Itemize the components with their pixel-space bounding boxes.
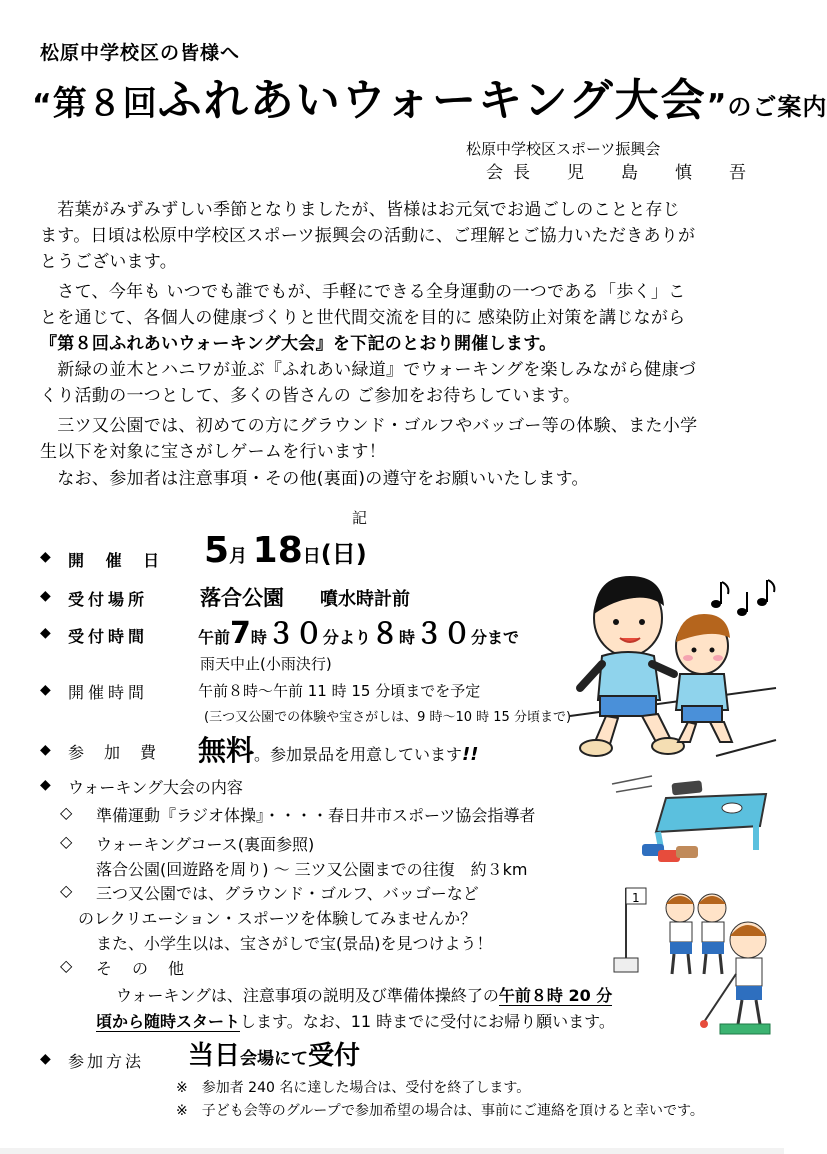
date-month: 5 (204, 530, 230, 571)
fee-label: 参 加 費 (68, 743, 159, 762)
reception-hour-unit: 時 (250, 628, 267, 647)
bullet-icon: ◆ (40, 549, 51, 565)
start-note-pre: ウォーキングは、注意事項の説明及び準備体操終了の (116, 986, 499, 1005)
body-line-11: なお、参加者は注意事項・その他(裏面)の遵守をお願いいたします。 (40, 469, 589, 489)
bullet-icon: ◆ (40, 588, 51, 604)
reception-hour-unit-2: 時 (398, 628, 415, 647)
kid-figure-2 (698, 894, 726, 974)
venue-label: 受付場所 (68, 590, 149, 609)
bullet-icon: ◆ (40, 1051, 51, 1067)
method-value (188, 1035, 360, 1072)
title-suffix: のご案内 (727, 93, 827, 121)
svg-text:1: 1 (632, 891, 640, 905)
hours-note: (三つ又公園での体験や宝さがしは、9 時～10 時 15 分頃まで) (204, 710, 572, 725)
note-2: ※ 子ども会等のグループで参加希望の場合は、事前にご連絡を頂けると幸いです。 (176, 1103, 704, 1119)
date-day-unit: 日 (302, 546, 321, 567)
body-line-9: 三ツ又公園では、初めての方にグラウンド・ゴルフやバッゴー等の体験、また小学 (40, 416, 698, 436)
reception-end-hour: ８ (370, 617, 399, 650)
hours-value: 午前８時～午前 11 時 15 分頃までを予定 (198, 682, 481, 700)
organization: 松原中学校区スポーツ振興会 (466, 140, 661, 158)
content-sub1: 準備運動『ラジオ体操』・・・・春日井市スポーツ協会指導者 (96, 806, 536, 825)
method-label: 参加方法 (68, 1052, 145, 1071)
body-line-1: 若葉がみずみずしい季節となりましたが、皆様はお元気でお過ごしのことと存じ (40, 200, 681, 220)
title-part1: 第８回 (52, 84, 158, 124)
bullet-icon: ◆ (40, 625, 51, 641)
bullet-icon: ◆ (40, 682, 51, 698)
bullet-icon: ◆ (40, 742, 51, 758)
content-sub3b: のレクリエーション・スポーツを体験してみませんか？ (78, 909, 477, 928)
method-venue: 会場にて (240, 1049, 309, 1069)
footer-rule (0, 1148, 784, 1154)
body-line-7: 新緑の並木とハニワが並ぶ『ふれあい緑道』でウォーキングを楽しみながら健康づ (40, 360, 697, 380)
page-title (32, 64, 827, 128)
venue-detail: 噴水時計前 (320, 589, 410, 610)
content-sub3c: また、小学生以は、宝さがしで宝(景品)を見つけよう！ (96, 934, 493, 953)
content-sub2: ウォーキングコース(裏面参照) (96, 835, 315, 854)
reception-end-min: ３０ (414, 617, 471, 650)
date-day: 18 (252, 530, 303, 571)
sub-bullet-icon: ◇ (60, 832, 73, 851)
note-1: ※ 参加者 240 名に達した場合は、受付を終了します。 (176, 1080, 531, 1096)
reception-until: 分まで (470, 628, 519, 647)
body-line-4: さて、今年も いつでも誰でもが、手軽にできる全身運動の一つである「歩く」こ (40, 282, 686, 302)
bullet-icon: ◆ (40, 777, 51, 793)
sub-bullet-icon: ◇ (60, 956, 73, 975)
children-walking-illustration (566, 568, 780, 764)
body-line-2: ます。日頃は松原中学校区スポーツ振興会の活動に、ご理解とご協力いただきありが (40, 226, 696, 246)
date-value (204, 530, 367, 571)
reception-start-min: ３０ (266, 617, 323, 650)
reception-from: 分より (322, 628, 371, 647)
body-line-3: とうございます。 (40, 252, 178, 272)
fee-value (198, 729, 478, 769)
sub-bullet-icon: ◇ (60, 881, 73, 900)
reception-value (198, 612, 519, 652)
date-month-unit: 月 (229, 546, 248, 567)
body-line-8: くり活動の一つとして、多くの皆さんの ご参加をお待ちしています。 (40, 386, 581, 406)
kid-figure-1 (666, 894, 694, 974)
ki-marker: 記 (352, 509, 368, 527)
date-label: 開 催 日 (68, 551, 168, 570)
content-sub2b: 落合公園(回遊路を周り) ～ 三ツ又公園までの往復 約３km (96, 860, 528, 879)
close-quote: ” (706, 88, 728, 123)
baggo-board-illustration (606, 764, 776, 874)
music-note-icon (711, 580, 774, 616)
small-boy-figure (676, 614, 732, 742)
date-weekday: (日) (320, 540, 367, 568)
sub-bullet-icon: ◇ (60, 803, 73, 822)
pre-title: 松原中学校区の皆様へ (40, 42, 241, 64)
reception-prefix: 午前 (198, 628, 231, 647)
start-note-time: 午前８時 20 分 (498, 986, 613, 1005)
fee-exclaim: !! (462, 744, 479, 765)
boy-figure (580, 576, 684, 756)
body-line-5: とを通じて、各個人の健康づくりと世代間交流を目的に 感染防止対策を講じながら (40, 308, 686, 328)
start-note-post: します。なお、11 時までに受付にお帰り願います。 (240, 1012, 615, 1031)
body-line-10: 生以下を対象に宝さがしゲームを行います！ (40, 442, 386, 462)
fee-free: 無料 (198, 734, 255, 767)
ground-golf-illustration (608, 878, 778, 1038)
rain-note: 雨天中止(小雨決行) (200, 655, 332, 673)
content-sub4b (96, 1009, 615, 1032)
content-sub4a (116, 983, 612, 1006)
content-label: ウォーキング大会の内容 (68, 778, 243, 797)
content-sub4: そ の 他 (96, 959, 187, 978)
start-note-bold: 頃から随時スタート (96, 1012, 241, 1031)
hours-label: 開催時間 (68, 683, 149, 702)
content-sub3a: 三つ又公園では、グラウンド・ゴルフ、バッゴーなど (96, 884, 479, 903)
president: 会長 児 島 慎 吾 (486, 163, 756, 183)
fee-note: 。参加景品を用意しています (254, 745, 463, 764)
title-main: ふれあいウォーキング大会 (157, 75, 707, 126)
reception-label: 受付時間 (68, 627, 149, 646)
method-reception: 受付 (308, 1041, 361, 1071)
method-today: 当日 (188, 1041, 241, 1071)
body-line-6: 『第８回ふれあいウォーキング大会』を下記のとおり開催します。 (40, 334, 557, 354)
reception-start-hour: 7 (230, 616, 251, 651)
open-quote: “ (32, 88, 53, 123)
venue-place: 落合公園 (200, 586, 284, 610)
